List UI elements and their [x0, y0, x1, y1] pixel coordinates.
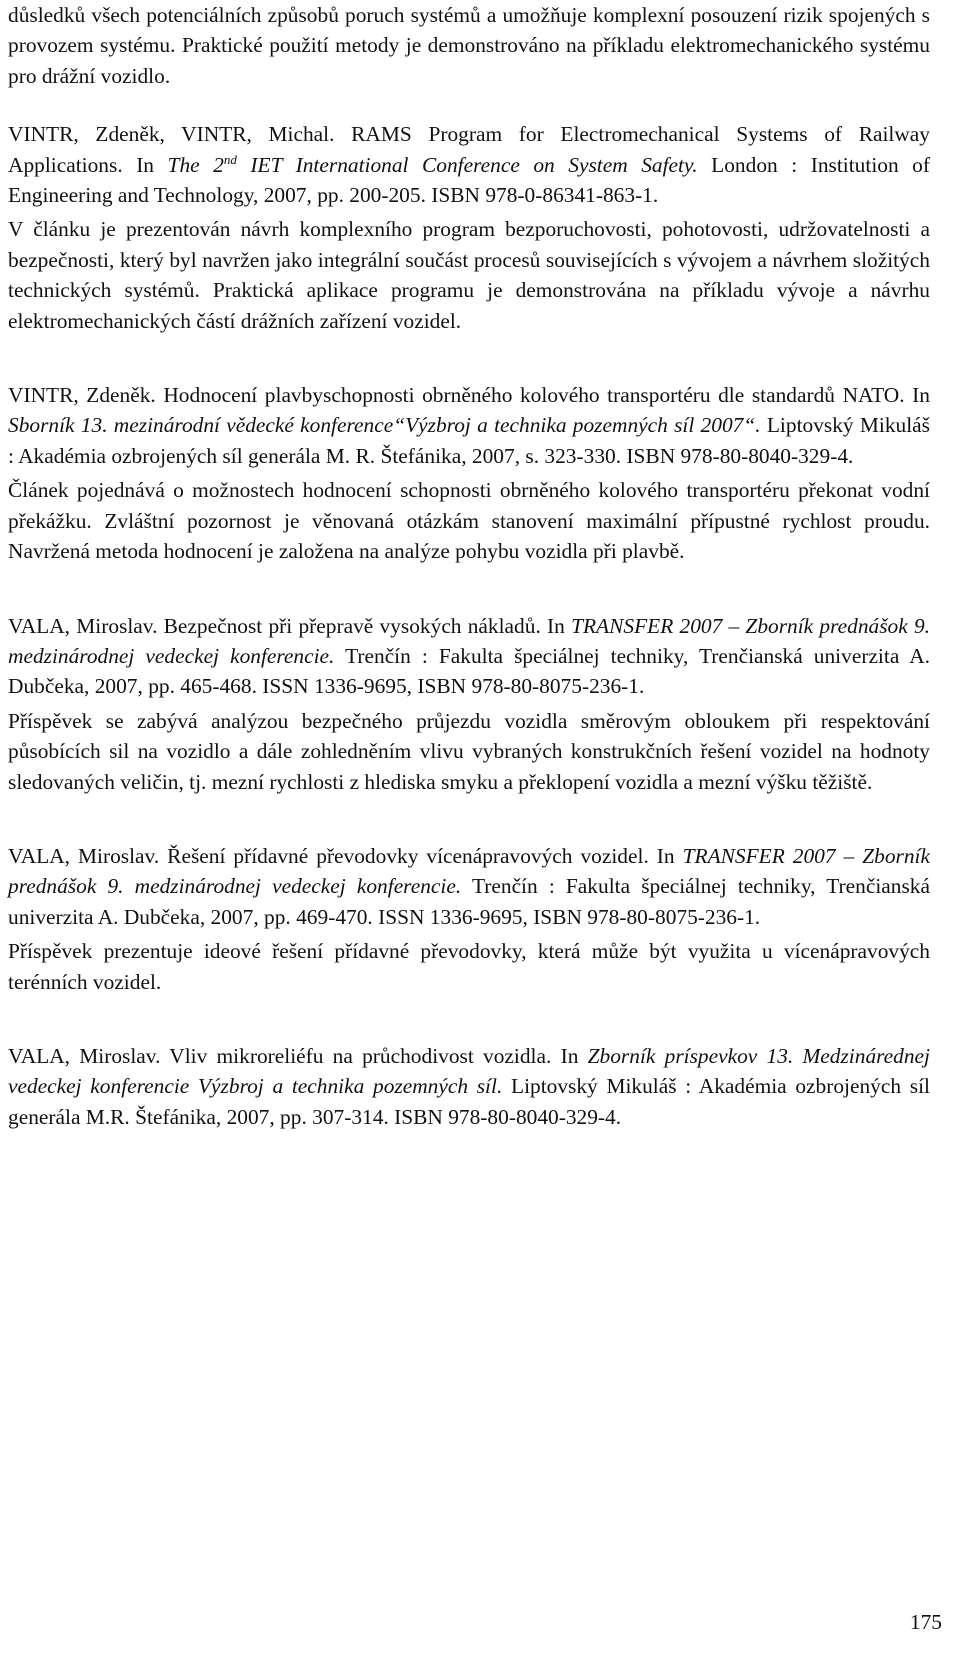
abstract: Příspěvek se zabývá analýzou bezpečného průjezdu vozidla směrovým obloukem při respektování působících sil na vozidlo a dále zohledněním vlivu vybraných konstrukčních řešení vozidel na hodnoty sledovaných veličin, tj. mezní rychlosti z hlediska smyku a překlopení vozidla a mezní výšku těžiště.: [8, 708, 930, 794]
abstract: Příspěvek prezentuje ideové řešení přídavné převodovky, která může být využita u vícenápravových terénních vozidel.: [8, 939, 930, 994]
citation-italic: Sborník 13. mezinárodní vědecké konference“Výzbroj a technika pozemných síl 2007“.: [8, 413, 761, 438]
citation-italic: The 2: [167, 152, 224, 177]
citation: [8, 380, 930, 471]
intro-paragraph: důsledků všech potenciálních způsobů poruch systémů a umožňuje komplexní posouzení rizik spojených s provozem systému. Praktické použití metody je demonstrováno na příkladu elektromechanického systému pro drážní vozidlo.: [8, 3, 930, 88]
citation-text: VALA, Miroslav. Vliv mikroreliéfu na průchodivost vozidla. In: [8, 1043, 588, 1068]
abstract: Článek pojednává o možnostech hodnocení schopnosti obrněného kolového transportéru překonat vodní překážku. Zvláštní pozornost je věnovaná otázkám stanovení maximální přípustné rychlost proudu. Navržená metoda hodnocení je založena na analýze pohybu vozidla při plavbě.: [8, 478, 930, 564]
citation-italic: Zborník príspevkov 13. Medzinárednej vedeckej konferencie Výzbroj a technika pozemných síl.: [8, 1043, 930, 1099]
citation-italic: IET International Conference on System Safety.: [236, 152, 698, 177]
citation: [8, 1041, 930, 1132]
citation-text: Trenčín : Fakulta špeciálnej techniky, Trenčianská univerzita A. Dubčeka, 2007, pp. 469-470. ISSN 1336-9695, ISBN 978-80-8075-236-1.: [8, 874, 930, 929]
citation-text: VALA, Miroslav. Bezpečnost při přepravě vysokých nákladů. In: [8, 613, 572, 638]
abstract: V článku je prezentován návrh komplexního program bezporuchovosti, pohotovosti, udržovatelnosti a bezpečnosti, který byl navržen jako integrální součást procesů souvisejících s vývojem a návrhem složitých technických systémů. Praktická aplikace programu je demonstrována na příkladu vývoje a návrhu elektromechanických částí drážních zařízení vozidel.: [8, 217, 930, 333]
bibliography-entry: [8, 841, 930, 997]
citation-italic: TRANSFER 2007 – Zborník prednášok 9. medzinárodnej vedeckej konferencie.: [8, 613, 930, 668]
bibliography-entry: [8, 380, 930, 566]
citation-text: VINTR, Zdeněk. Hodnocení plavbyschopnosti obrněného kolového transportéru dle standardů NATO. In: [8, 383, 930, 408]
citation: [8, 841, 930, 932]
citation-italic: TRANSFER 2007 – Zborník prednášok 9. medzinárodnej vedeckej konferencie.: [8, 843, 930, 899]
bibliography-entry: [8, 119, 930, 336]
citation-text: VINTR, Zdeněk, VINTR, Michal. RAMS Program for Electromechanical Systems of Railway Applications. In: [8, 122, 930, 177]
citation-superscript: nd: [223, 151, 237, 167]
page-number: 175: [909, 1610, 942, 1634]
document-page: [8, 0, 930, 1132]
citation-text: Trenčín : Fakulta špeciálnej techniky, Trenčianská univerzita A. Dubčeka, 2007, pp. 465-468. ISSN 1336-9695, ISBN 978-80-8075-236-1.: [8, 643, 930, 699]
citation-text: Liptovský Mikuláš : Akadémia ozbrojených síl generála M.R. Štefánika, 2007, pp. 307-314. ISBN 978-80-8040-329-4.: [8, 1074, 930, 1129]
bibliography-entry: [8, 611, 930, 797]
citation-text: VALA, Miroslav. Řešení přídavné převodovky vícenápravových vozidel. In: [8, 843, 683, 868]
citation: [8, 119, 930, 210]
citation: [8, 611, 930, 702]
citation-text: Liptovský Mikuláš : Akadémia ozbrojených síl generála M. R. Štefánika, 2007, s. 323-330. ISBN 978-80-8040-329-4.: [8, 413, 930, 468]
citation-text: London : Institution of Engineering and Technology, 2007, pp. 200-205. ISBN 978-0-86341-863-1.: [8, 152, 930, 208]
bibliography-entry: [8, 1041, 930, 1132]
